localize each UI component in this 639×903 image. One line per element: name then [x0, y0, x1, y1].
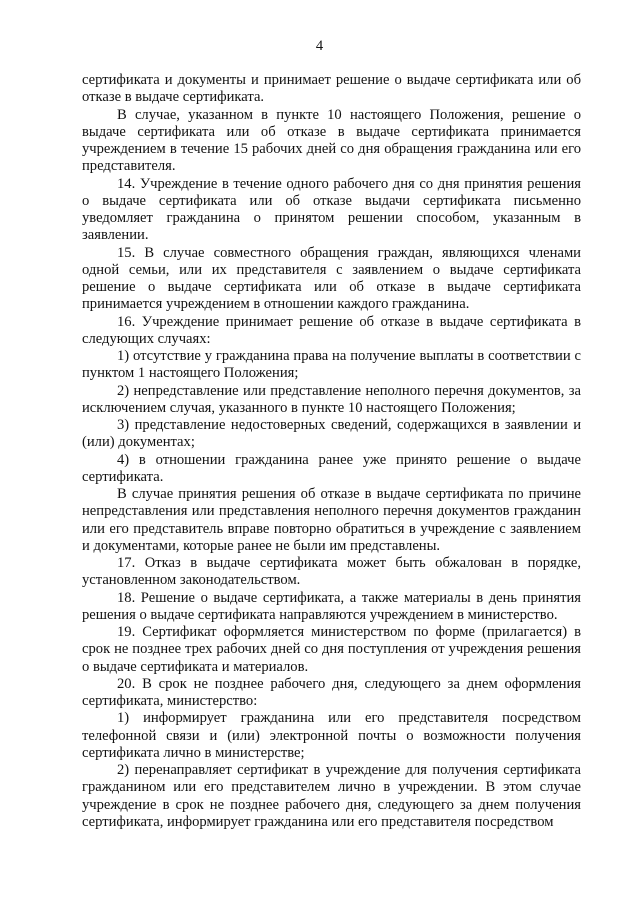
paragraph-continuation: сертификата и документы и принимает решение о выдаче сертификата или об отказе в выдаче сертификата.	[82, 72, 581, 106]
paragraph-item-20-sub-1: 1) информирует гражданина или его представителя посредством телефонной связи и (или) электронной почты о возможности получения сертификата лично в министерстве;	[82, 710, 581, 761]
paragraph-item-20: 20. В срок не позднее рабочего дня, следующего за днем оформления сертификата, министерство:	[82, 675, 581, 709]
document-body	[82, 72, 581, 831]
paragraph-item-16-sub-4: 4) в отношении гражданина ранее уже принято решение о выдаче сертификата.	[82, 451, 581, 485]
paragraph-item-20-sub-2: 2) перенаправляет сертификат в учреждение для получения сертификата гражданином или его представителем лично в учреждении. В этом случае учреждение в срок не позднее рабочего дня, следующего за днем получения сертификата, информирует гражданина или его представителя посредством	[82, 762, 581, 830]
paragraph-item-18: 18. Решение о выдаче сертификата, а также материалы в день принятия решения о выдаче сертификата направляются учреждением в министерство.	[82, 589, 581, 623]
paragraph-case-point-10: В случае, указанном в пункте 10 настоящего Положения, решение о выдаче сертификата или об отказе в выдаче сертификата принимается учреждением в течение 15 рабочих дней со дня обращения гражданина или его представителя.	[82, 106, 581, 175]
paragraph-item-14: 14. Учреждение в течение одного рабочего дня со дня принятия решения о выдаче сертификата или об отказе выдачи сертификата письменно уведомляет гражданина о принятом решении способом, указанным в заявлении.	[82, 175, 581, 244]
paragraph-repeat-application: В случае принятия решения об отказе в выдаче сертификата по причине непредставления или представления неполного перечня документов гражданин или его представитель вправе повторно обратиться в учреждение с заявлением и документами, которые ранее не были им представлены.	[82, 486, 581, 554]
paragraph-item-17: 17. Отказ в выдаче сертификата может быть обжалован в порядке, установленном законодательством.	[82, 555, 581, 589]
paragraph-item-15: 15. В случае совместного обращения граждан, являющихся членами одной семьи, или их представителя с заявлением о выдаче сертификата решение о выдаче сертификата или об отказе в выдаче сертификата принимается учреждением в отношении каждого гражданина.	[82, 244, 581, 313]
paragraph-item-16-sub-3: 3) представление недостоверных сведений, содержащихся в заявлении и (или) документах;	[82, 417, 581, 451]
paragraph-item-16-sub-1: 1) отсутствие у гражданина права на получение выплаты в соответствии с пунктом 1 настоящего Положения;	[82, 348, 581, 382]
paragraph-item-19: 19. Сертификат оформляется министерством по форме (прилагается) в срок не позднее трех рабочих дней со дня поступления от учреждения решения о выдаче сертификата и материалов.	[82, 624, 581, 675]
paragraph-item-16: 16. Учреждение принимает решение об отказе в выдаче сертификата в следующих случаях:	[82, 313, 581, 347]
paragraph-item-16-sub-2: 2) непредставление или представление неполного перечня документов, за исключением случая, указанного в пункте 10 настоящего Положения;	[82, 382, 581, 416]
page-number: 4	[315, 38, 324, 54]
